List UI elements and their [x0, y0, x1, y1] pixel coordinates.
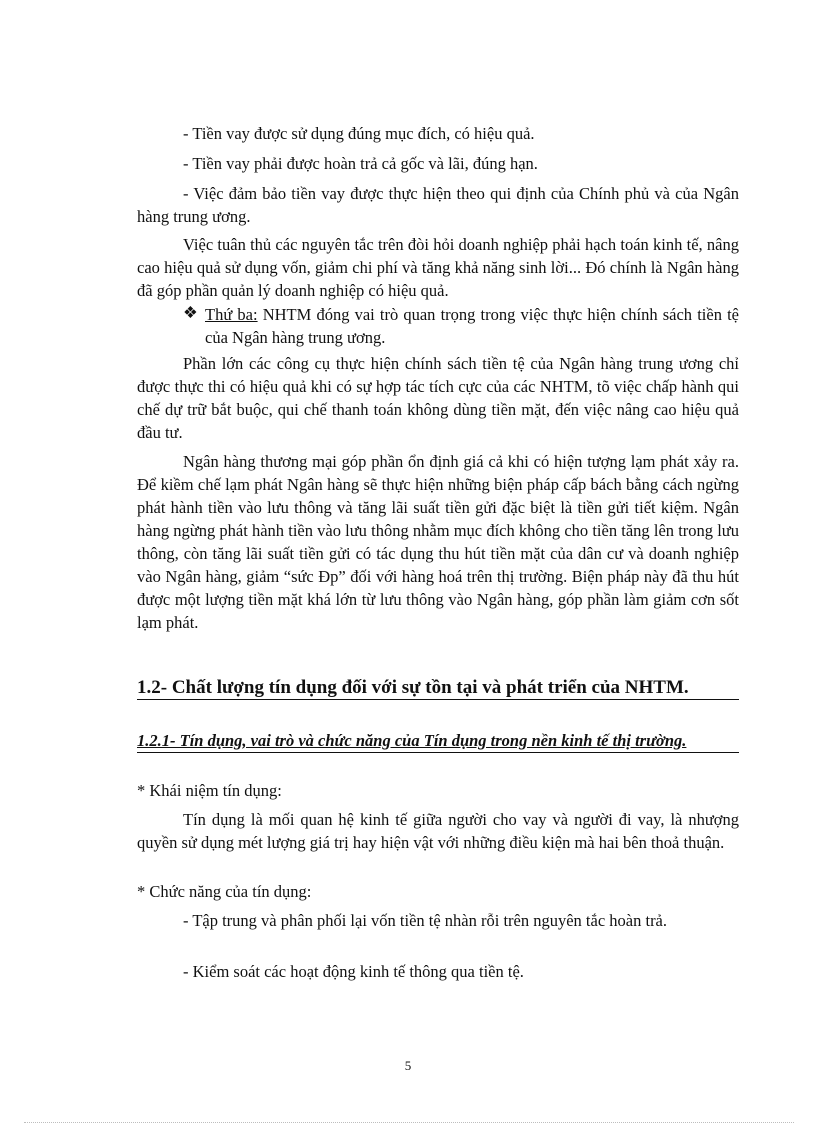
paragraph-function-1: - Tập trung và phân phối lại vốn tiền tệ nhàn rỗi trên nguyên tắc hoàn trả. — [183, 911, 668, 930]
paragraph-inflation: Ngân hàng thương mại góp phần ổn định giá cả khi có hiện tượng lạm phát xảy ra. Để kiềm chế lạm phát Ngân hàng sẽ thực hiện những biện pháp cấp bách bằng cách ngừng phát hành tiền vào lưu thông và tăng lãi suất tiền gửi đặc biệt là tiền gửi tiết kiệm. Ngân hàng ngừng phát hành tiền vào lưu thông nhằm mục đích không cho tiền tăng lên trong lưu thông, còn tăng lãi suất tiền gửi có tác dụng thu hút tiền mặt của dân cư và doanh nghiệp vào Ngân hàng, giảm “sức Ðp” đối với hàng hoá trên thị trường. Biện pháp này đã thu hút được một lượng tiền mặt khá lớn từ lưu thông vào Ngân hàng, góp phần làm giảm cơn sốt lạm phát. — [137, 452, 739, 632]
heading-section-1-2-1: 1.2.1- Tín dụng, vai trò và chức năng của Tín dụng trong nền kinh tế thị trường. — [137, 730, 739, 753]
paragraph-loan-repayment: - Tiền vay phải được hoàn trả cả gốc và lãi, đúng hạn. — [183, 154, 538, 173]
paragraph-loan-guarantee: - Việc đảm bảo tiền vay được thực hiện theo qui định của Chính phủ và của Ngân hàng trung ương. — [137, 184, 739, 226]
paragraph-loan-purpose: - Tiền vay được sử dụng đúng mục đích, có hiệu quả. — [183, 124, 535, 143]
paragraph-credit-definition: Tín dụng là mối quan hệ kinh tế giữa người cho vay và người đi vay, là nhượng quyền sử dụng mét lượng giá trị hay hiện vật với những điều kiện mà hai bên thoả thuận. — [137, 810, 739, 852]
bullet-third-role — [137, 303, 739, 349]
bullet-label: Thứ ba: — [205, 305, 258, 324]
paragraph-compliance: Việc tuân thủ các nguyên tắc trên đòi hỏi doanh nghiệp phải hạch toán kinh tế, nâng cao hiệu quả sử dụng vốn, giảm chi phí và tăng khả năng sinh lời... Đó chính là Ngân hàng đã góp phần quản lý doanh nghiệp có hiệu quả. — [137, 235, 739, 300]
bullet-body: NHTM đóng vai trò quan trọng trong việc thực hiện chính sách tiền tệ của Ngân hàng trung ương. — [205, 305, 739, 347]
paragraph-monetary-tools: Phần lớn các công cụ thực hiện chính sách tiền tệ của Ngân hàng trung ương chỉ được thực thi có hiệu quả khi có sự hợp tác tích cực của các NHTM, tõ việc chấp hành qui chế dự trữ bắt buộc, qui chế thanh toán không dùng tiền mặt, đến việc nâng cao hiệu quả đầu tư. — [137, 354, 739, 442]
function-label: * Chức năng của tín dụng: — [137, 882, 312, 901]
page-number: 5 — [404, 1058, 412, 1073]
heading-section-1-2: 1.2- Chất lượng tín dụng đối với sự tồn tại và phát triển của NHTM. — [137, 677, 739, 700]
diamond-bullet-icon: ❖ — [183, 303, 198, 322]
bullet-text — [205, 303, 739, 349]
paragraph-function-2: - Kiểm soát các hoạt động kinh tế thông qua tiền tệ. — [183, 962, 524, 981]
concept-label: * Khái niệm tín dụng: — [137, 781, 282, 800]
